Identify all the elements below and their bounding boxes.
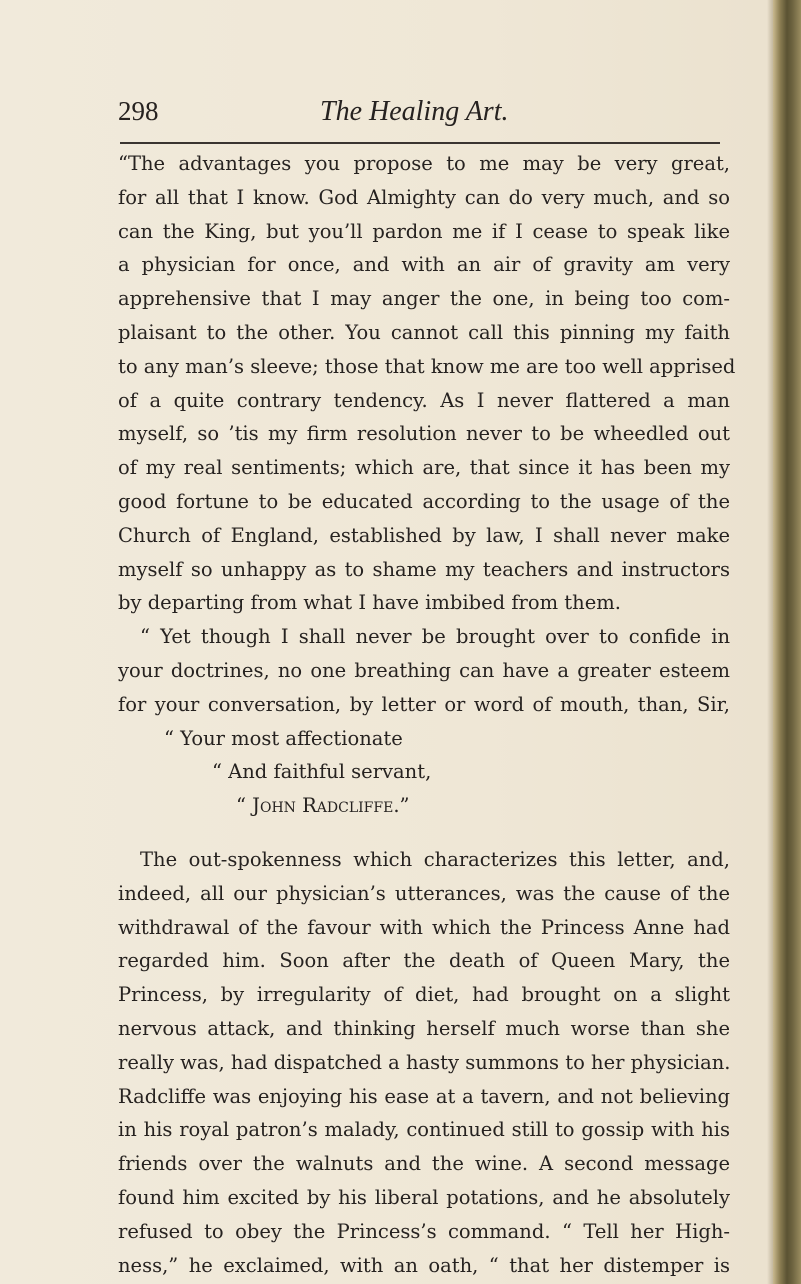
text-line: ness,” he exclaimed, with an oath, “ that her distemper is [118,1253,730,1277]
text-line: for all that I know. God Almighty can do very much, and so [118,185,730,209]
text-line: indeed, all our physician’s utterances, was the cause of the [118,881,730,905]
text-line: can the King, but you’ll pardon me if I cease to speak like [118,219,730,243]
letter-closing-2: “ And faithful servant, [212,760,432,784]
text-line: “The advantages you propose to me may be very great, [118,152,730,175]
text-line: plaisant to the other. You cannot call this pinning my faith [118,320,730,344]
book-edge [773,0,801,1284]
text-line: found him excited by his liberal potations, and he absolutely [118,1185,730,1209]
text-line: myself, so ’tis my firm resolution never to be wheedled out [118,422,730,446]
text-line: The out-spokenness which characterizes this letter, and, [140,847,730,871]
text-line: refused to obey the Princess’s command. “ Tell her High- [118,1219,730,1243]
text-line: myself so unhappy as to shame my teachers and instructors [118,557,730,581]
text-line: by departing from what I have imbibed from them. [118,591,621,615]
text-line: really was, had dispatched a hasty summons to her physician. [118,1050,731,1074]
page-number: 298 [118,96,159,126]
text-line: apprehensive that I may anger the one, in being too com- [118,287,730,311]
page-text [118,147,736,1282]
text-line: your doctrines, no one breathing can have a greater esteem [118,658,730,682]
text-line: a physician for once, and with an air of gravity am very [118,253,730,277]
paragraph-gap [118,823,730,843]
text-line: withdrawal of the favour with which the Princess Anne had [118,915,730,939]
text-line: nervous attack, and thinking herself much worse than she [118,1016,730,1040]
text-line: Princess, by irregularity of diet, had brought on a slight [118,983,730,1007]
text-line: for your conversation, by letter or word of mouth, than, Sir, [118,692,730,716]
running-title: The Healing Art. [320,96,509,127]
text-line: “ Yet though I shall never be brought over to confide in [140,625,730,649]
text-line: friends over the walnuts and the wine. A second message [118,1152,730,1176]
letter-closing: “ Your most affectionate [164,726,403,750]
text-line: of my real sentiments; which are, that since it has been my [118,456,730,480]
text-line: of a quite contrary tendency. As I never flattered a man [118,388,730,412]
text-line: regarded him. Soon after the death of Queen Mary, the [118,949,730,973]
text-line: to any man’s sleeve; those that know me are too well apprised [118,354,736,378]
letter-signature: “ John Radcliffe.” [236,794,410,818]
text-line: Radcliffe was enjoying his ease at a tavern, and not believing [118,1084,730,1108]
text-line: in his royal patron’s malady, continued still to gossip with his [118,1118,730,1142]
text-line: Church of England, established by law, I shall never make [118,523,730,547]
header-rule [120,142,720,144]
page-header [118,96,728,136]
text-line: good fortune to be educated according to the usage of the [118,489,730,513]
